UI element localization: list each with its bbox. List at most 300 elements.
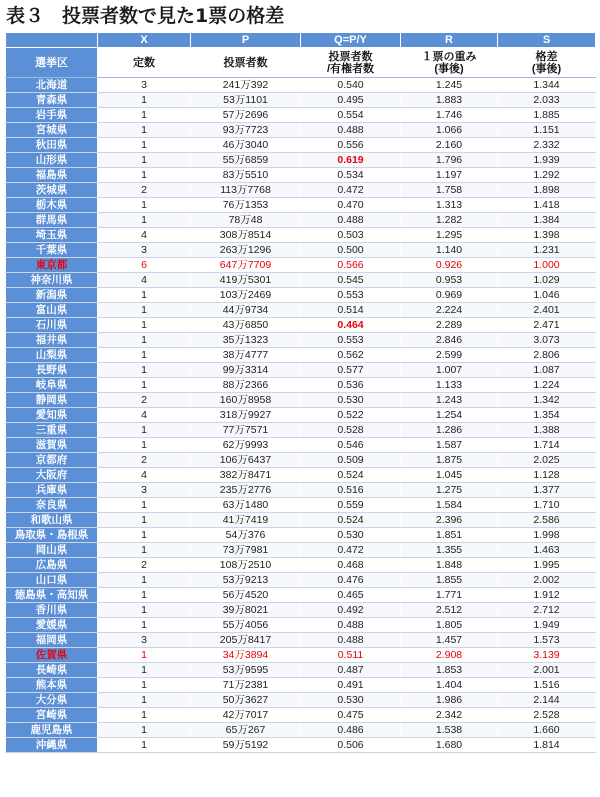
vote-weight-cell: 1.254 [401,408,498,423]
table-body [6,78,596,753]
table-row [6,423,596,438]
vote-weight-cell: 1.275 [401,483,498,498]
voters-cell: 56万4520 [191,588,301,603]
vote-weight-cell: 2.908 [401,648,498,663]
turnout-cell: 0.577 [301,363,401,378]
turnout-cell: 0.472 [301,543,401,558]
voters-cell: 35万1323 [191,333,301,348]
turnout-cell: 0.506 [301,738,401,753]
table-row [6,618,596,633]
table-row [6,348,596,363]
turnout-cell: 0.488 [301,633,401,648]
disparity-cell: 2.144 [498,693,596,708]
table-row [6,243,596,258]
disparity-cell: 1.224 [498,378,596,393]
constituency-cell: 鳥取県・島根県 [6,528,98,543]
table-row [6,678,596,693]
table-row [6,288,596,303]
vote-weight-cell: 1.133 [401,378,498,393]
disparity-cell: 1.995 [498,558,596,573]
disparity-cell: 2.001 [498,663,596,678]
vote-weight-cell: 1.538 [401,723,498,738]
vote-weight-cell: 1.758 [401,183,498,198]
table-row [6,378,596,393]
constituency-cell: 香川県 [6,603,98,618]
seats-cell: 1 [98,603,191,618]
voters-cell: 106万6437 [191,453,301,468]
constituency-cell: 新潟県 [6,288,98,303]
vote-weight-cell: 2.160 [401,138,498,153]
header-disparity [498,48,596,78]
voters-cell: 647万7709 [191,258,301,273]
disparity-cell: 1.660 [498,723,596,738]
header-vote-weight [401,48,498,78]
voters-cell: 76万1353 [191,198,301,213]
seats-cell: 1 [98,213,191,228]
constituency-cell: 和歌山県 [6,513,98,528]
vote-weight-cell: 1.851 [401,528,498,543]
turnout-cell: 0.530 [301,393,401,408]
vote-weight-cell: 1.796 [401,153,498,168]
disparity-cell: 3.073 [498,333,596,348]
corner-cell [6,33,98,48]
voters-cell: 205万8417 [191,633,301,648]
table-row [6,333,596,348]
disparity-cell: 1.292 [498,168,596,183]
seats-cell: 1 [98,543,191,558]
seats-cell: 2 [98,183,191,198]
vote-weight-cell: 1.245 [401,78,498,93]
disparity-cell: 2.332 [498,138,596,153]
vote-weight-cell: 1.680 [401,738,498,753]
seats-cell: 3 [98,243,191,258]
seats-cell: 4 [98,228,191,243]
seats-cell: 6 [98,258,191,273]
disparity-cell: 2.471 [498,318,596,333]
voters-cell: 42万7017 [191,708,301,723]
constituency-cell: 岡山県 [6,543,98,558]
disparity-cell: 1.998 [498,528,596,543]
voters-cell: 308万8514 [191,228,301,243]
turnout-cell: 0.470 [301,198,401,213]
voters-cell: 113万7768 [191,183,301,198]
disparity-cell: 1.342 [498,393,596,408]
turnout-cell: 0.545 [301,273,401,288]
constituency-cell: 広島県 [6,558,98,573]
table-row [6,78,596,93]
table-row [6,258,596,273]
voters-cell: 55万4056 [191,618,301,633]
vote-weight-cell: 0.969 [401,288,498,303]
turnout-cell: 0.488 [301,618,401,633]
voters-cell: 46万3040 [191,138,301,153]
constituency-cell: 青森県 [6,93,98,108]
table-row [6,273,596,288]
turnout-cell: 0.516 [301,483,401,498]
turnout-cell: 0.553 [301,288,401,303]
turnout-cell: 0.534 [301,168,401,183]
disparity-cell: 1.344 [498,78,596,93]
constituency-cell: 山形県 [6,153,98,168]
header-seats: 定数 [98,48,191,78]
constituency-cell: 茨城県 [6,183,98,198]
disparity-cell: 3.139 [498,648,596,663]
seats-cell: 1 [98,573,191,588]
seats-cell: 1 [98,108,191,123]
voters-cell: 108万2510 [191,558,301,573]
voters-cell: 63万1480 [191,498,301,513]
voters-cell: 235万2776 [191,483,301,498]
disparity-cell: 1.231 [498,243,596,258]
disparity-cell: 2.033 [498,93,596,108]
seats-cell: 3 [98,483,191,498]
constituency-cell: 福岡県 [6,633,98,648]
table-row [6,393,596,408]
seats-cell: 1 [98,303,191,318]
seats-cell: 1 [98,378,191,393]
table-row [6,738,596,753]
seats-cell: 1 [98,588,191,603]
seats-cell: 1 [98,678,191,693]
seats-cell: 4 [98,468,191,483]
disparity-cell: 1.418 [498,198,596,213]
seats-cell: 1 [98,153,191,168]
table-row [6,408,596,423]
voters-cell: 43万6850 [191,318,301,333]
turnout-cell: 0.566 [301,258,401,273]
disparity-cell: 2.002 [498,573,596,588]
constituency-cell: 奈良県 [6,498,98,513]
disparity-cell: 1.939 [498,153,596,168]
voters-cell: 263万1296 [191,243,301,258]
vote-weight-cell: 1.007 [401,363,498,378]
disparity-cell: 2.401 [498,303,596,318]
table-row [6,708,596,723]
disparity-cell: 1.087 [498,363,596,378]
turnout-cell: 0.556 [301,138,401,153]
voters-cell: 65万267 [191,723,301,738]
table-row [6,228,596,243]
vote-weight-cell: 1.771 [401,588,498,603]
seats-cell: 1 [98,528,191,543]
seats-cell: 1 [98,513,191,528]
table-row [6,303,596,318]
vote-weight-cell: 1.855 [401,573,498,588]
voters-cell: 55万6859 [191,153,301,168]
constituency-cell: 群馬県 [6,213,98,228]
constituency-cell: 長崎県 [6,663,98,678]
constituency-cell: 岩手県 [6,108,98,123]
turnout-cell: 0.476 [301,573,401,588]
table-row [6,213,596,228]
turnout-cell: 0.509 [301,453,401,468]
voters-cell: 160万8958 [191,393,301,408]
turnout-cell: 0.495 [301,93,401,108]
disparity-cell: 1.814 [498,738,596,753]
constituency-cell: 栃木県 [6,198,98,213]
seats-cell: 1 [98,333,191,348]
turnout-cell: 0.514 [301,303,401,318]
table-row [6,468,596,483]
turnout-cell: 0.511 [301,648,401,663]
vote-weight-cell: 1.848 [401,558,498,573]
constituency-cell: 京都府 [6,453,98,468]
seats-cell: 1 [98,168,191,183]
disparity-cell: 1.516 [498,678,596,693]
table-row [6,543,596,558]
vote-weight-cell: 1.404 [401,678,498,693]
turnout-cell: 0.528 [301,423,401,438]
voters-cell: 44万9734 [191,303,301,318]
turnout-cell: 0.546 [301,438,401,453]
turnout-cell: 0.530 [301,528,401,543]
constituency-cell: 大分県 [6,693,98,708]
disparity-cell: 2.025 [498,453,596,468]
vote-weight-cell: 2.396 [401,513,498,528]
table-row [6,153,596,168]
constituency-cell: 富山県 [6,303,98,318]
voters-cell: 71万2381 [191,678,301,693]
seats-cell: 1 [98,363,191,378]
disparity-cell: 1.384 [498,213,596,228]
table-row [6,438,596,453]
column-letter-row [6,33,596,48]
vote-weight-cell: 1.355 [401,543,498,558]
turnout-cell: 0.500 [301,243,401,258]
seats-cell: 1 [98,138,191,153]
vote-weight-cell: 1.875 [401,453,498,468]
table-row [6,108,596,123]
voters-cell: 62万9993 [191,438,301,453]
turnout-cell: 0.536 [301,378,401,393]
seats-cell: 1 [98,648,191,663]
seats-cell: 1 [98,423,191,438]
constituency-cell: 長野県 [6,363,98,378]
constituency-cell: 埼玉県 [6,228,98,243]
constituency-cell: 岐阜県 [6,378,98,393]
seats-cell: 1 [98,693,191,708]
seats-cell: 2 [98,558,191,573]
disparity-cell: 1.354 [498,408,596,423]
constituency-cell: 宮城県 [6,123,98,138]
constituency-cell: 宮崎県 [6,708,98,723]
turnout-cell: 0.553 [301,333,401,348]
voters-cell: 382万8471 [191,468,301,483]
voters-cell: 50万3627 [191,693,301,708]
table-row [6,318,596,333]
vote-weight-cell: 1.045 [401,468,498,483]
table-row [6,483,596,498]
voters-cell: 93万7723 [191,123,301,138]
constituency-cell: 北海道 [6,78,98,93]
vote-weight-cell: 1.457 [401,633,498,648]
voters-cell: 73万7981 [191,543,301,558]
turnout-cell: 0.522 [301,408,401,423]
table-row [6,123,596,138]
constituency-cell: 愛知県 [6,408,98,423]
column-letter-s: S [498,33,596,48]
disparity-cell: 1.398 [498,228,596,243]
disparity-cell: 1.912 [498,588,596,603]
header-gap-line1: 格差 [535,50,558,63]
header-weight-line2: (事後) [434,62,464,75]
vote-weight-cell: 1.853 [401,663,498,678]
vote-disparity-table [5,32,596,753]
table-row [6,138,596,153]
table-row [6,198,596,213]
constituency-cell: 徳島県・高知県 [6,588,98,603]
constituency-cell: 福島県 [6,168,98,183]
voters-cell: 41万7419 [191,513,301,528]
voters-cell: 53万9595 [191,663,301,678]
voters-cell: 53万9213 [191,573,301,588]
vote-weight-cell: 2.846 [401,333,498,348]
header-turnout-line2: /有権者数 [326,62,375,75]
voters-cell: 57万2696 [191,108,301,123]
disparity-cell: 2.528 [498,708,596,723]
constituency-cell: 静岡県 [6,393,98,408]
disparity-cell: 2.806 [498,348,596,363]
vote-weight-cell: 1.140 [401,243,498,258]
vote-weight-cell: 1.295 [401,228,498,243]
seats-cell: 1 [98,93,191,108]
vote-weight-cell: 1.986 [401,693,498,708]
vote-weight-cell: 1.746 [401,108,498,123]
vote-weight-cell: 2.599 [401,348,498,363]
constituency-cell: 愛媛県 [6,618,98,633]
vote-weight-cell: 1.197 [401,168,498,183]
disparity-cell: 1.885 [498,108,596,123]
seats-cell: 1 [98,348,191,363]
turnout-cell: 0.492 [301,603,401,618]
table-row [6,453,596,468]
voters-cell: 54万376 [191,528,301,543]
turnout-cell: 0.488 [301,123,401,138]
disparity-cell: 1.710 [498,498,596,513]
seats-cell: 4 [98,408,191,423]
constituency-cell: 福井県 [6,333,98,348]
seats-cell: 1 [98,738,191,753]
header-turnout-line1: 投票者数 [328,50,373,63]
table-row [6,603,596,618]
turnout-cell: 0.491 [301,678,401,693]
voters-cell: 77万7571 [191,423,301,438]
seats-cell: 1 [98,288,191,303]
constituency-cell: 千葉県 [6,243,98,258]
disparity-cell: 2.712 [498,603,596,618]
table-title-text: 投票者数で見た1票の格差 [62,5,285,27]
turnout-cell: 0.488 [301,213,401,228]
table-row [6,588,596,603]
column-letter-r: R [401,33,498,48]
table-row [6,498,596,513]
disparity-cell: 1.898 [498,183,596,198]
disparity-cell: 1.029 [498,273,596,288]
column-letter-x: X [98,33,191,48]
column-letter-q: Q=P/Y [301,33,401,48]
seats-cell: 4 [98,273,191,288]
seats-cell: 1 [98,438,191,453]
header-constituency: 選挙区 [6,48,98,78]
voters-cell: 419万5301 [191,273,301,288]
turnout-cell: 0.554 [301,108,401,123]
turnout-cell: 0.530 [301,693,401,708]
vote-weight-cell: 1.066 [401,123,498,138]
disparity-cell: 1.377 [498,483,596,498]
vote-weight-cell: 1.584 [401,498,498,513]
voters-cell: 241万392 [191,78,301,93]
turnout-cell: 0.486 [301,723,401,738]
voters-cell: 39万8021 [191,603,301,618]
turnout-cell: 0.475 [301,708,401,723]
turnout-cell: 0.524 [301,513,401,528]
voters-cell: 88万2366 [191,378,301,393]
table-row [6,723,596,738]
constituency-cell: 山梨県 [6,348,98,363]
seats-cell: 1 [98,618,191,633]
table-row [6,168,596,183]
disparity-cell: 1.949 [498,618,596,633]
seats-cell: 2 [98,393,191,408]
voters-cell: 99万3314 [191,363,301,378]
disparity-cell: 1.463 [498,543,596,558]
constituency-cell: 東京都 [6,258,98,273]
constituency-cell: 山口県 [6,573,98,588]
constituency-cell: 佐賀県 [6,648,98,663]
vote-weight-cell: 1.286 [401,423,498,438]
constituency-cell: 石川県 [6,318,98,333]
table-row [6,663,596,678]
turnout-cell: 0.524 [301,468,401,483]
table-row [6,558,596,573]
constituency-cell: 神奈川県 [6,273,98,288]
voters-cell: 103万2469 [191,288,301,303]
seats-cell: 3 [98,633,191,648]
turnout-cell: 0.503 [301,228,401,243]
disparity-cell: 1.128 [498,468,596,483]
voters-cell: 53万1101 [191,93,301,108]
turnout-cell: 0.540 [301,78,401,93]
turnout-cell: 0.472 [301,183,401,198]
seats-cell: 1 [98,663,191,678]
column-letter-p: P [191,33,301,48]
disparity-cell: 1.151 [498,123,596,138]
constituency-cell: 滋賀県 [6,438,98,453]
table-row [6,183,596,198]
constituency-cell: 沖縄県 [6,738,98,753]
vote-weight-cell: 1.243 [401,393,498,408]
disparity-cell: 1.046 [498,288,596,303]
table-title [6,4,284,28]
voters-cell: 83万5510 [191,168,301,183]
voters-cell: 318万9927 [191,408,301,423]
voters-cell: 38万4777 [191,348,301,363]
turnout-cell: 0.465 [301,588,401,603]
table-number: 表３ [6,5,45,27]
seats-cell: 1 [98,708,191,723]
disparity-cell: 1.388 [498,423,596,438]
vote-weight-cell: 2.512 [401,603,498,618]
disparity-cell: 2.586 [498,513,596,528]
constituency-cell: 三重県 [6,423,98,438]
voters-cell: 34万3894 [191,648,301,663]
vote-weight-cell: 0.953 [401,273,498,288]
disparity-cell: 1.573 [498,633,596,648]
header-gap-line2: (事後) [531,62,562,75]
seats-cell: 2 [98,453,191,468]
table-row [6,648,596,663]
vote-weight-cell: 2.289 [401,318,498,333]
